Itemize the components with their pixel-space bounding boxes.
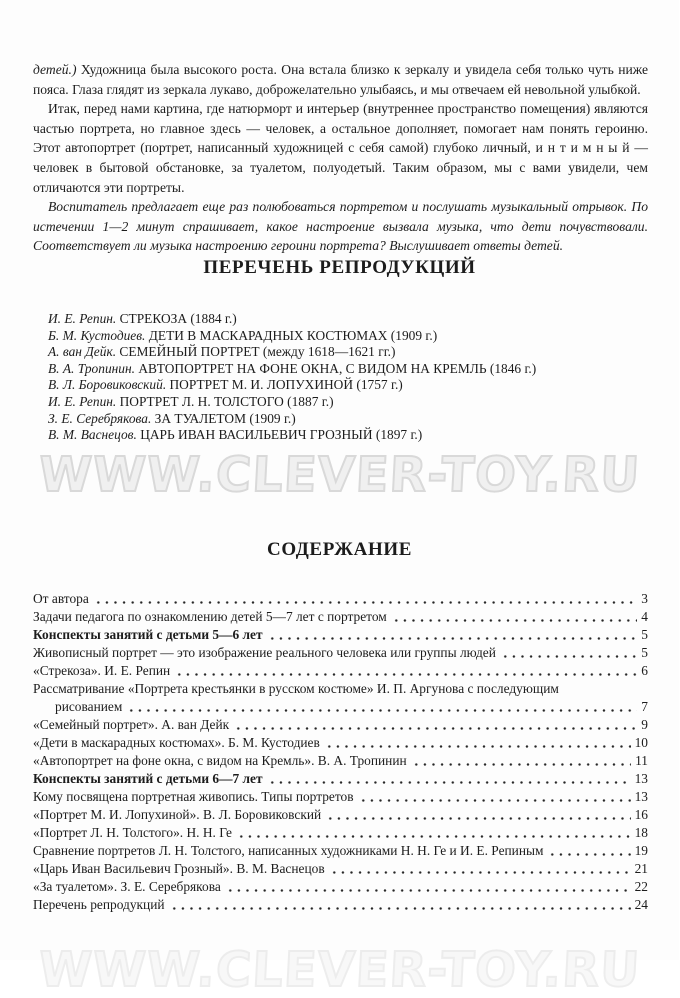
toc-entry-title: Рассматривание «Портрета крестьянки в русском костюме» И. П. Аргунова с последующим xyxy=(33,681,559,696)
dot-leader xyxy=(268,629,638,643)
toc-entry xyxy=(33,805,648,823)
dot-leader xyxy=(325,737,631,751)
dot-leader xyxy=(94,593,637,607)
toc-entry xyxy=(33,679,648,697)
toc-entry xyxy=(33,895,648,913)
dot-leader xyxy=(127,701,637,715)
toc-entry-title: «Автопортрет на фоне окна, с видом на Кремль». В. А. Тропинин xyxy=(33,753,407,768)
toc-entry-title: Конспекты занятий с детьми 5—6 лет xyxy=(33,627,263,642)
toc-entry-title: «За туалетом». З. Е. Серебрякова xyxy=(33,879,221,894)
reproduction-item xyxy=(48,427,659,444)
reproduction-author: В. Л. Боровиковский. xyxy=(48,377,170,393)
dot-leader xyxy=(237,827,631,841)
toc-page-number: 5 xyxy=(641,645,648,660)
reproduction-item xyxy=(48,377,659,394)
reproduction-item xyxy=(48,328,659,345)
reproduction-title: АВТОПОРТРЕТ НА ФОНЕ ОКНА, С ВИДОМ НА КРЕМЛЬ (1846 г.) xyxy=(138,360,537,376)
dot-leader xyxy=(226,881,631,895)
toc-page-number: 3 xyxy=(641,591,648,606)
toc-page-number: 22 xyxy=(634,879,648,894)
dot-leader xyxy=(392,611,638,625)
toc-entry xyxy=(33,661,648,679)
toc-entry-title: «Портрет Л. Н. Толстого». Н. Н. Ге xyxy=(33,825,232,840)
toc-entry xyxy=(33,697,648,715)
toc-entry-title: Конспекты занятий с детьми 6—7 лет xyxy=(33,771,263,786)
reproduction-title: ДЕТИ В МАСКАРАДНЫХ КОСТЮМАХ (1909 г.) xyxy=(148,327,438,343)
toc-entry xyxy=(33,715,648,733)
toc-page-number: 13 xyxy=(634,789,648,804)
dot-leader xyxy=(175,665,637,679)
toc-entry-title: Живописный портрет — это изображение реального человека или группы людей xyxy=(33,645,496,660)
dot-leader xyxy=(548,845,630,859)
paragraph xyxy=(33,197,648,256)
reproductions-heading: ПЕРЕЧЕНЬ РЕПРОДУКЦИЙ xyxy=(203,257,476,278)
toc-entry xyxy=(33,589,648,607)
toc-entry-title: Кому посвящена портретная живопись. Типы портретов xyxy=(33,789,354,804)
toc-entry-title: рисованием xyxy=(55,699,123,714)
dot-leader xyxy=(234,719,637,733)
toc-entry-title: «Семейный портрет». А. ван Дейк xyxy=(33,717,230,732)
toc-entry xyxy=(33,643,648,661)
toc-page-number: 18 xyxy=(634,825,648,840)
toc-entry-title: «Дети в маскарадных костюмах». Б. М. Кустодиев xyxy=(33,735,320,750)
paragraph-segment: Итак, перед нами картина, где натюрморт и интерьер (внутреннее пространство помещения) являются частью портрета, но главное здесь — человек, а остальное дополняет, помогает нам понять героиню. Этот автопортрет (портрет, написанный художницей с себя самой) глубоко личный, и н т и м н ы й — человек в бытовой обстановке, за туалетом, полуодетый. Таким образом, мы с вами увидели, чем отличаются эти портреты. xyxy=(33,101,648,195)
paragraph-segment: детей.) xyxy=(33,62,81,77)
toc-page-number: 13 xyxy=(634,771,648,786)
toc-entry xyxy=(33,859,648,877)
toc-entry-title: Задачи педагога по ознакомлению детей 5—7 лет с портретом xyxy=(33,609,387,624)
dot-leader xyxy=(170,899,631,913)
watermark-text-bottom: WWW.CLEVER-TOY.RU xyxy=(37,942,642,998)
reproduction-item xyxy=(48,311,659,328)
dot-leader xyxy=(501,647,637,661)
reproduction-item xyxy=(48,361,659,378)
watermark-text: WWW.CLEVER-TOY.RU xyxy=(37,447,642,503)
dot-leader xyxy=(268,773,631,787)
toc-entry xyxy=(33,877,648,895)
toc-page-number: 21 xyxy=(634,861,648,876)
reproduction-author: В. М. Васнецов. xyxy=(48,427,141,443)
reproduction-item xyxy=(48,411,659,428)
reproduction-item xyxy=(48,394,659,411)
paragraph-segment: Художница была высокого роста. Она встала близко к зеркалу и увидела себя только чуть ниже пояса. Глаза глядят из зеркала лукаво, доброжелательно улыбаясь, и мы отвечаем ей невольной улыбкой. xyxy=(33,62,648,97)
reproduction-title: ЗА ТУАЛЕТОМ (1909 г.) xyxy=(154,410,296,426)
dot-leader xyxy=(330,863,631,877)
table-of-contents xyxy=(33,589,648,913)
reproduction-title: ЦАРЬ ИВАН ВАСИЛЬЕВИЧ ГРОЗНЫЙ (1897 г.) xyxy=(140,427,423,443)
reproduction-author: З. Е. Серебрякова. xyxy=(48,410,155,426)
paragraph xyxy=(33,60,648,99)
toc-entry xyxy=(33,607,648,625)
dot-leader xyxy=(412,755,631,769)
reproductions-list xyxy=(48,311,659,444)
toc-page-number: 19 xyxy=(634,843,648,858)
dot-leader xyxy=(359,791,631,805)
toc-entry xyxy=(33,625,648,643)
reproduction-author: И. Е. Репин. xyxy=(48,311,120,326)
toc-page-number: 6 xyxy=(641,663,648,678)
toc-entry-title: Сравнение портретов Л. Н. Толстого, написанных художниками Н. Н. Ге и И. Е. Репиным xyxy=(33,843,544,858)
toc-entry xyxy=(33,751,648,769)
toc-page-number: 10 xyxy=(634,735,648,750)
contents-heading: СОДЕРЖАНИЕ xyxy=(267,539,412,560)
paragraph-segment: Воспитатель предлагает еще раз полюбоваться портретом и послушать музыкальный отрывок. По истечении 1—2 минут спрашивает, какое настроение вызвала музыка, что дети почувствовали. Соответствует ли музыка настроению героини портрета? Выслушивает ответы детей. xyxy=(33,199,648,254)
toc-entry-title: От автора xyxy=(33,591,89,606)
toc-page-number: 5 xyxy=(641,627,648,642)
toc-page-number: 24 xyxy=(634,897,648,912)
toc-entry-title: Перечень репродукций xyxy=(33,897,165,912)
reproduction-title: ПОРТРЕТ Л. Н. ТОЛСТОГО (1887 г.) xyxy=(119,393,334,409)
toc-entry-title: «Стрекоза». И. Е. Репин xyxy=(33,663,171,678)
toc-page-number: 7 xyxy=(641,699,648,714)
toc-entry-title: «Портрет М. И. Лопухиной». В. Л. Боровиковский xyxy=(33,807,322,822)
toc-page-number: 4 xyxy=(641,609,648,624)
toc-entry xyxy=(33,841,648,859)
reproduction-author: Б. М. Кустодиев. xyxy=(48,327,149,343)
toc-page-number: 11 xyxy=(635,753,648,768)
reproduction-title: ПОРТРЕТ М. И. ЛОПУХИНОЙ (1757 г.) xyxy=(169,377,403,393)
toc-page-number: 9 xyxy=(641,717,648,732)
toc-page-number: 16 xyxy=(634,807,648,822)
toc-entry xyxy=(33,733,648,751)
reproduction-title: СТРЕКОЗА (1884 г.) xyxy=(119,311,237,326)
reproduction-author: В. А. Тропинин. xyxy=(48,360,139,376)
reproduction-author: И. Е. Репин. xyxy=(48,393,120,409)
intro-text-block xyxy=(33,60,648,256)
dot-leader xyxy=(326,809,630,823)
reproduction-author: А. ван Дейк. xyxy=(48,344,120,360)
reproduction-title: СЕМЕЙНЫЙ ПОРТРЕТ (между 1618—1621 гг.) xyxy=(119,344,396,360)
reproduction-item xyxy=(48,344,659,361)
toc-entry xyxy=(33,787,648,805)
paragraph xyxy=(33,99,648,197)
toc-entry xyxy=(33,823,648,841)
toc-entry-title: «Царь Иван Васильевич Грозный». В. М. Васнецов xyxy=(33,861,325,876)
toc-entry xyxy=(33,769,648,787)
